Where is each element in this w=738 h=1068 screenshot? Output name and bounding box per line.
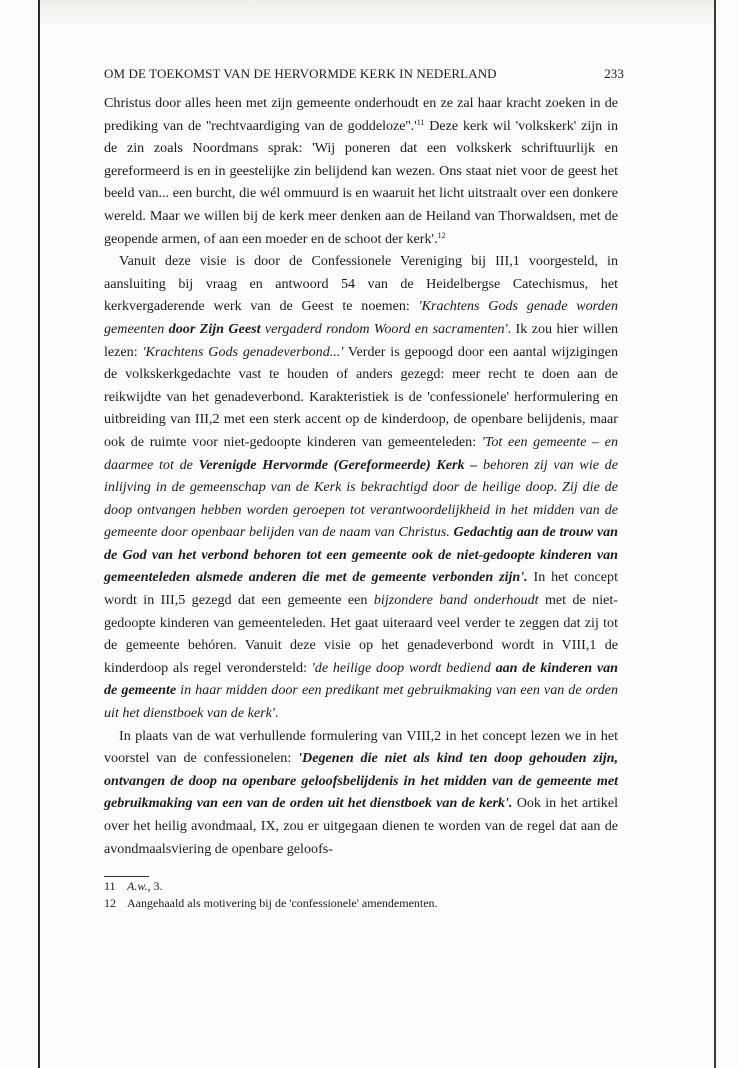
citation-abbrev: A.w. xyxy=(127,879,148,893)
text-run: In plaats van de wat verhullende formulering van VIII,2 in het concept lezen we in het voorstel van de confessionelen: xyxy=(104,727,618,767)
footnotes xyxy=(104,878,618,912)
body-text xyxy=(104,92,618,860)
footnote-ref: 12 xyxy=(437,230,446,240)
text-run: . Ik zou hier willen lezen: xyxy=(104,320,618,360)
page-number: 233 xyxy=(604,66,624,81)
text-run: . xyxy=(274,705,279,722)
paragraph xyxy=(104,725,618,861)
footnote-number: 11 xyxy=(104,879,116,893)
paragraph xyxy=(104,92,618,250)
text-run: Ook in het artikel over het heilig avondmaal, IX, zou er uitgegaan dienen te worden van de regel dat aan de avondmaalsviering de openbare geloofs- xyxy=(104,795,618,857)
text-run: met de niet-gedoopte kinderen van gemeenteleden. Het gaat uiteraard veel verder te zeggen dat zij tot de gemeente behóren. Vanuit deze visie op het genadeverbond wordt in VIII,1 de kinderdoop als regel verondersteld: xyxy=(104,592,618,676)
footnote-11 xyxy=(104,878,618,895)
text-run: door Zijn Geest xyxy=(168,320,261,337)
footnote-number: 12 xyxy=(104,896,116,910)
left-page-edge xyxy=(38,0,40,1068)
text-run: 'Degenen die niet als kind ten doop gehouden zijn, ontvangen de doop na openbare geloofsbelijdenis in het midden van de gemeente met gebruikmaking van een van de orden uit het dienstboek van de kerk'. xyxy=(104,750,618,812)
footnote-text: Aangehaald als motivering bij de 'confessionele' amendementen. xyxy=(127,896,438,910)
running-title: OM DE TOEKOMST VAN DE HERVORMDE KERK IN NEDERLAND xyxy=(104,66,497,81)
text-run: vergaderd rondom Woord en sacramenten' xyxy=(260,320,508,337)
running-header xyxy=(104,66,624,82)
text-run: Christus door alles heen met zijn gemeente onderhoudt en ze zal haar kracht zoeken in de prediking van de ''rechtvaardiging van de goddeloze''.' xyxy=(104,95,618,134)
citation-page: , 3. xyxy=(147,879,163,893)
right-page-edge xyxy=(714,0,716,1068)
previous-page-bleed xyxy=(40,0,714,28)
footnote-12 xyxy=(104,895,618,912)
text-run: Gedachtig aan de trouw van de God van het verbond behoren tot een gemeente ook de niet-gedoopte kinderen van gemeenteleden alsmede anderen die met de gemeente verbonden zijn'. xyxy=(104,524,619,586)
text-run: Deze kerk wil 'volkskerk' zijn in de zin zoals Noordmans sprak: 'Wij poneren dat een volkskerk schriftuurlijk en gereformeerd is en in geestelijke zin belijdend kan wezen. Ons staat niet voor de geest het beeld van... een burcht, die wél ommuurd is en waaruit het licht uitstraalt over een donkere wereld. Maar we willen bij de kerk meer denken aan de Heiland van Thorwaldsen, met de geopende armen, of aan een moeder en de schoot der kerk'. xyxy=(104,117,618,247)
text-run: Verder is gepoogd door een aantal wijzigingen de volkskerkgedachte vast te houden of anders gezegd: meer recht te doen aan de reikwijdte van het genadeverbond. Karakteristiek is de 'confessionele' herformulering en uitbreiding van III,2 met een sterk accent op de kinderdoop, de openbare belijdenis, maar ook de ruimte voor niet-gedoopte kinderen van gemeenteleden: xyxy=(104,343,618,450)
text-run: behoren zij van wie de inlijving in de gemeenschap van de Kerk is bekrachtigd door de heilige doop. Zij die de doop ontvangen hebben worden geroepen tot verantwoordelijkheid in het midden van de gemeente door openbaar belijden van de naam van Christus. xyxy=(104,456,618,541)
text-run: aan de kinderen van de gemeente xyxy=(104,659,618,699)
text-run: 'Tot een gemeente – en daarmee tot de xyxy=(104,433,618,473)
paragraph xyxy=(104,250,618,724)
footnote-rule xyxy=(104,876,149,877)
text-run: Verenigde Hervormde (Gereformeerde) Kerk – xyxy=(198,456,478,473)
footnote-ref: 11 xyxy=(416,117,425,127)
text-run: 'Krachtens Gods genadeverbond...' xyxy=(142,343,344,360)
text-run: In het concept wordt in III,5 gezegd dat een gemeente een xyxy=(104,569,618,609)
text-run: in haar midden door een predikant met gebruikmaking van een van de orden uit het dienstboek van de kerk' xyxy=(104,682,618,722)
text-run: bijzondere band onderhoudt xyxy=(373,592,539,609)
footnote-text xyxy=(127,878,162,895)
text-run: 'Krachtens Gods genade worden gemeenten xyxy=(104,298,618,337)
text-run: 'de heilige doop wordt bediend xyxy=(311,659,496,676)
text-run: Vanuit deze visie is door de Confessionele Vereniging bij III,1 voorgesteld, in aansluiting bij vraag en antwoord 54 van de Heidelbergse Catechismus, het kerkvergaderende werk van de Geest te noemen: xyxy=(104,253,618,315)
